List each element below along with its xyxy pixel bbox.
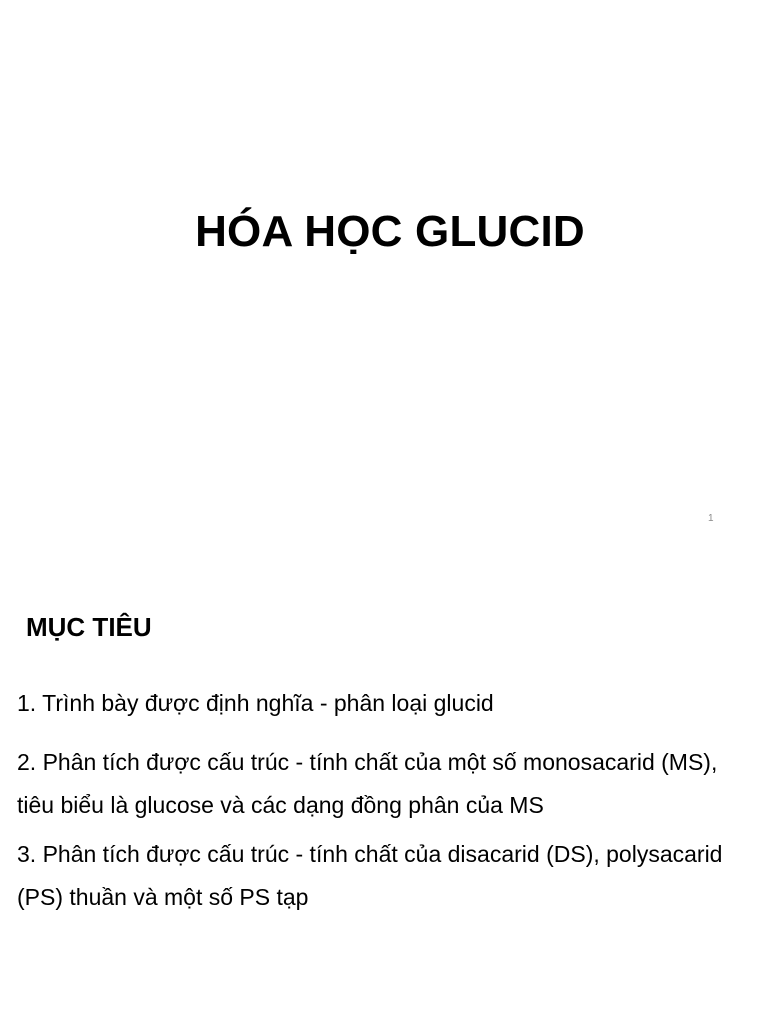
page-number: 1 [708, 513, 714, 524]
slide-title: HÓA HỌC GLUCID [195, 207, 585, 256]
objective-item-2: 2. Phân tích được cấu trúc - tính chất của một số monosacarid (MS), tiêu biểu là glucose và các dạng đồng phân của MS [17, 749, 718, 818]
objectives-list [17, 682, 757, 935]
objective-item-3: 3. Phân tích được cấu trúc - tính chất của disacarid (DS), polysacarid (PS) thuần và một số PS tạp [17, 841, 723, 910]
objective-item-1: 1. Trình bày được định nghĩa - phân loại glucid [17, 690, 494, 716]
objectives-heading: MỤC TIÊU [26, 612, 152, 642]
objectives-slide [0, 512, 768, 1024]
